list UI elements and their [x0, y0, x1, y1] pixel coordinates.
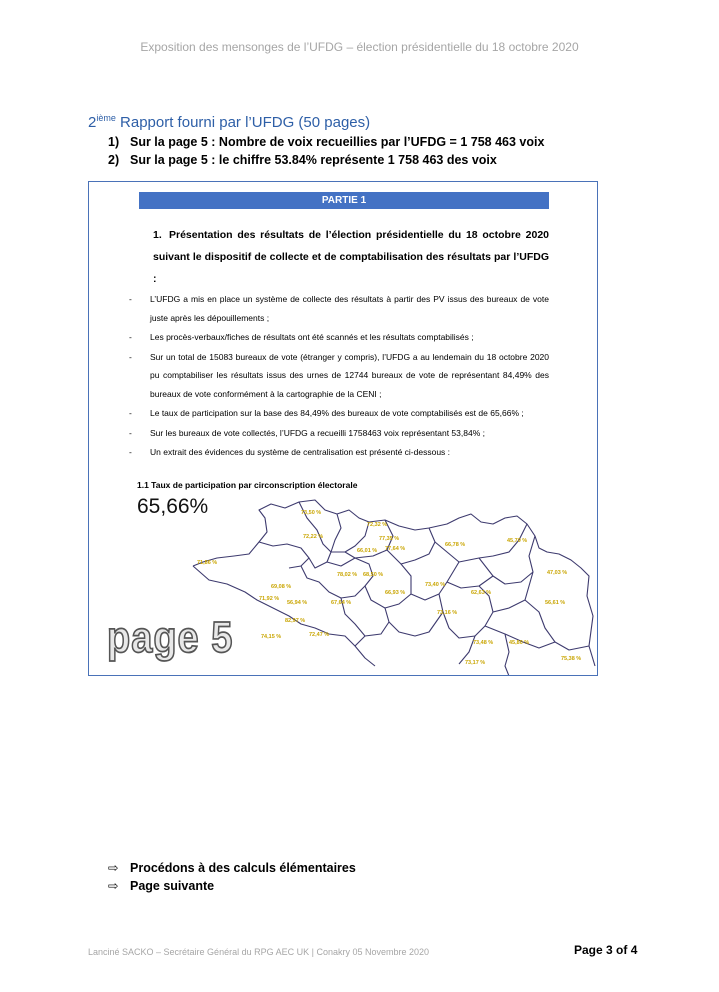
map-border: [525, 600, 589, 650]
map-border: [259, 542, 309, 568]
next-step-text: Page suivante: [130, 879, 215, 893]
bullet-list: [129, 290, 549, 463]
page-label: Page: [574, 943, 607, 957]
map-label: 45,70 %: [507, 538, 528, 544]
partie-banner: PARTIE 1: [139, 192, 549, 209]
bullet-dash: -: [129, 408, 132, 418]
map-border: [493, 572, 533, 612]
list-item: [129, 424, 549, 443]
list-item: [129, 348, 549, 404]
arrow-right-outline-icon: ⇨: [108, 879, 119, 893]
list-item: [108, 859, 356, 877]
bullet-dash: -: [129, 332, 132, 342]
list-item: [108, 877, 356, 895]
map-label: 71,92 %: [259, 596, 280, 602]
list-item: [108, 151, 544, 169]
item-number: 2): [108, 153, 120, 167]
bullet-dash: -: [129, 447, 132, 457]
page-5-stamp: page 5: [107, 614, 234, 663]
findings-list: [108, 133, 544, 169]
map-regions: [193, 500, 595, 676]
map-label: 69,08 %: [271, 584, 292, 590]
page-number: [574, 943, 637, 957]
map-label: 73,50 %: [301, 510, 322, 516]
participation-subheading: 1.1 Taux de participation par circonscription électorale: [137, 480, 358, 490]
bullet-text: Sur les bureaux de vote collectés, l’UFDG a recueilli 1758463 voix représentant 53,84% ;: [150, 427, 485, 438]
bullet-text: Le taux de participation sur la base des 84,49% des bureaux de vote comptabilisés est de 65,66% ;: [150, 408, 524, 418]
list-item: [129, 290, 549, 327]
map-label: 73,40 %: [425, 582, 446, 588]
section-title: [88, 113, 370, 131]
presentation-text: Présentation des résultats de l’élection présidentielle du 18 octobre 2020 suivant le dispositif de collecte et de comptabilisation des résultats par l’UFDG :: [153, 229, 549, 285]
map-label: 73,17 %: [465, 660, 486, 666]
map-border: [447, 576, 493, 588]
next-step-text: Procédons à des calculs élémentaires: [130, 861, 356, 875]
list-item: [108, 133, 544, 151]
presentation-heading: [153, 224, 549, 290]
bullet-dash: -: [129, 427, 132, 438]
map-border: [365, 622, 389, 636]
list-item: [129, 443, 549, 462]
map-label: 68,50 %: [363, 572, 384, 578]
section-superscript: ième: [96, 113, 116, 123]
list-item: [129, 404, 549, 423]
bullet-dash: -: [129, 294, 132, 304]
section-title-text: Rapport fourni par l’UFDG (50 pages): [115, 114, 371, 131]
map-label: 56,94 %: [287, 600, 308, 606]
list-item: [129, 328, 549, 347]
embedded-report-excerpt: [88, 181, 598, 676]
map-label: 62,63 %: [471, 590, 492, 596]
map-label: 66,01 %: [357, 548, 378, 554]
map-label: 73,48 %: [473, 640, 494, 646]
map-label: 82,97 %: [285, 618, 306, 624]
map-label: 72,47 %: [309, 632, 330, 638]
map-label: 78,02 %: [337, 572, 358, 578]
map-label-group: [197, 510, 581, 666]
map-border: [385, 608, 443, 636]
item-number: 1): [108, 135, 120, 149]
map-label: 75,38 %: [561, 656, 582, 662]
map-label: 73,16 %: [437, 610, 458, 616]
bullet-text: Un extrait des évidences du système de centralisation est présenté ci-dessous :: [150, 447, 451, 457]
item-text: Sur la page 5 : Nombre de voix recueillies par l’UFDG = 1 758 463 voix: [130, 135, 545, 149]
map-label: 66,78 %: [445, 542, 466, 548]
guinea-participation-map: [189, 496, 597, 676]
map-label: 72,22 %: [303, 534, 324, 540]
map-label: 77,35 %: [379, 536, 400, 542]
page-current: 3: [606, 943, 613, 957]
bullet-text: Les procès-verbaux/fiches de résultats ont été scannés et les résultats comptabilisés ;: [150, 332, 474, 342]
section-number: 2: [88, 114, 97, 131]
map-label: 71,86 %: [197, 560, 218, 566]
map-label: 67,64 %: [331, 600, 352, 606]
map-outline: [193, 500, 595, 666]
arrow-right-outline-icon: ⇨: [108, 861, 119, 875]
map-label: 77,64 %: [385, 546, 406, 552]
map-label: 74,15 %: [261, 634, 282, 640]
map-label: 45,80 %: [509, 640, 530, 646]
map-border: [459, 586, 493, 664]
page-footer: Lanciné SACKO – Secrétaire Général du RPG AEC UK | Conakry 05 Novembre 2020: [88, 947, 430, 957]
map-label: 47,03 %: [547, 570, 568, 576]
page-header: Exposition des mensonges de l’UFDG – élection présidentielle du 18 octobre 2020: [140, 40, 579, 54]
page-sep: of: [612, 943, 631, 957]
presentation-number: 1.: [153, 229, 162, 241]
map-label: 66,93 %: [385, 590, 406, 596]
participation-rate: 65,66%: [137, 495, 209, 518]
map-border: [401, 562, 459, 600]
map-label: 56,61 %: [545, 600, 566, 606]
map-border: [301, 566, 365, 598]
next-steps-list: [108, 859, 356, 895]
map-border: [439, 594, 475, 638]
map-border: [309, 514, 341, 568]
item-text: Sur la page 5 : le chiffre 53.84% représente 1 758 463 des voix: [130, 153, 497, 167]
page-total: 4: [630, 943, 638, 957]
bullet-dash: -: [129, 351, 132, 362]
map-label: 72,32 %: [367, 522, 388, 528]
bullet-text: L’UFDG a mis en place un système de collecte des résultats à partir des PV issus des bureaux de vote juste après les dépouillements ;: [150, 294, 549, 323]
bullet-text: Sur un total de 15083 bureaux de vote (étranger y compris), l’UFDG a au lendemain du 18 octobre 2020 pu comptabiliser les résultats issus des urnes de 12744 bureaux de vote de représentant 84,49% des bureaux de vote conformément à la cartographie de la CENI ;: [150, 351, 549, 399]
